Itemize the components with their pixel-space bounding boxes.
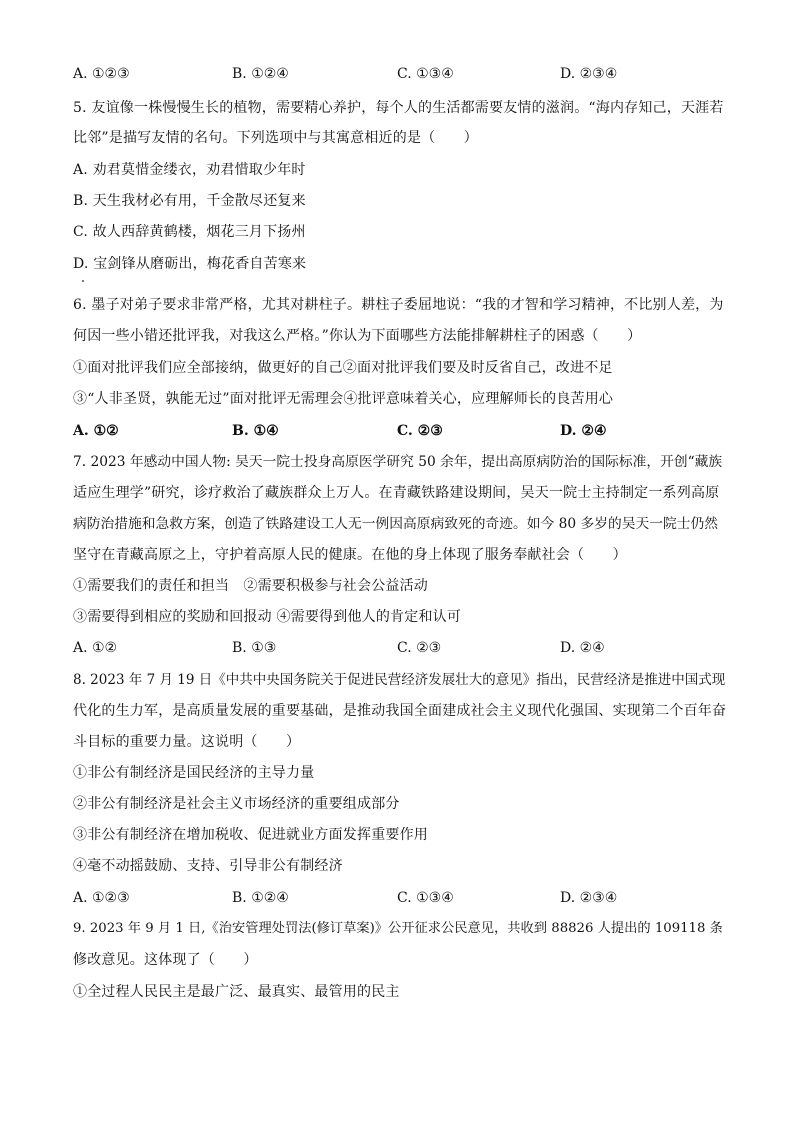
q6-stem-line: 6. 墨子对弟子要求非常严格，尤其对耕柱子。耕柱子委屈地说：“我的才智和学习精神，不比别人差，为 — [73, 297, 724, 313]
q9-stem-line: 修改意见。这体现了（ ） — [73, 952, 258, 968]
option-a[interactable]: A. ①②③ — [73, 66, 130, 82]
option-c[interactable]: C. ②③ — [397, 640, 442, 656]
q6-statement: ③“人非圣贤，孰能无过”面对批评无需理会④批评意味着关心，应理解师长的良苦用心 — [73, 391, 614, 407]
q6-options — [73, 421, 725, 441]
q5-option-d[interactable]: D. 宝剑锋从磨砺出，梅花香自苦寒来 — [73, 256, 307, 272]
option-b[interactable]: B. ①④ — [232, 423, 279, 439]
q6-stem-line: 何因一些小错还批评我，对我这么严格。”你认为下面哪些方法能排解耕柱子的困惑（ ） — [73, 328, 642, 344]
q7-stem-line: 坚守在青藏高原之上，守护着高原人民的健康。在他的身上体现了服务奉献社会（ ） — [73, 547, 627, 563]
option-d[interactable]: D. ②④ — [560, 640, 605, 656]
q5-option-a[interactable]: A. 劝君莫惜金缕衣，劝君惜取少年时 — [73, 162, 306, 178]
option-d[interactable]: D. ②④ — [560, 423, 607, 439]
q5-stem-line: 比邻”是描写友情的名句。下列选项中与其寓意相近的是（ ） — [73, 130, 478, 146]
q9-stem-line: 9. 2023 年 9 月 1 日,《治安管理处罚法(修订草案)》公开征求公民意见，共收到 88826 人提出的 109118 条 — [73, 921, 723, 936]
q7-stem-line: 7. 2023 年感动中国人物: 吴天一院士投身高原医学研究 50 余年，提出高原病防治的国际标准，开创“藏族 — [73, 454, 723, 470]
q8-statement: ③非公有制经济在增加税收、促进就业方面发挥重要作用 — [73, 827, 428, 843]
q7-statement: ③需要得到相应的奖励和回报动 ④需要得到他人的肯定和认可 — [73, 609, 462, 625]
q8-statement: ②非公有制经济是社会主义市场经济的重要组成部分 — [73, 796, 400, 812]
option-c[interactable]: C. ①③④ — [397, 66, 454, 82]
q7-statement: ①需要我们的责任和担当 ②需要积极参与社会公益活动 — [73, 578, 428, 594]
q8-stem-line: 代化的生力军，是高质量发展的重要基础，是推动我国全面建成社会主义现代化强国、实现第二个百年奋 — [73, 703, 727, 719]
q7-options — [73, 638, 725, 658]
q8-stem-line: 8. 2023 年 7 月 19 日《中共中央国务院关于促进民营经济发展壮大的意见》指出，民营经济是推进中国式现 — [73, 672, 726, 688]
option-b[interactable]: B. ①③ — [232, 640, 277, 656]
option-a[interactable]: A. ①②③ — [73, 890, 130, 906]
option-b[interactable]: B. ①②④ — [232, 66, 289, 82]
q8-statement: ①非公有制经济是国民经济的主导力量 — [73, 765, 315, 781]
option-b[interactable]: B. ①②④ — [232, 890, 289, 906]
q5-option-c[interactable]: C. 故人西辞黄鹤楼，烟花三月下扬州 — [73, 224, 306, 240]
q7-stem-line: 病防治措施和急救方案，创造了铁路建设工人无一例因高原病致死的奇迹。如今 80 多岁的吴天一院士仍然 — [73, 516, 718, 532]
option-a[interactable]: A. ①② — [73, 640, 118, 656]
q8-options — [73, 888, 725, 908]
q8-stem-line: 斗目标的重要力量。这说明（ ） — [73, 734, 301, 750]
option-c[interactable]: C. ①③④ — [397, 890, 454, 906]
q5-stem-line: 5. 友谊像一株慢慢生长的植物，需要精心养护，每个人的生活都需要友情的滋润。“海内存知己，天涯若 — [73, 100, 724, 116]
q4-options — [73, 64, 725, 84]
q5-option-b[interactable]: B. 天生我材必有用，千金散尽还复来 — [73, 193, 306, 209]
scan-dot — [82, 280, 84, 282]
q9-statement: ①全过程人民民主是最广泛、最真实、最管用的民主 — [73, 984, 400, 1000]
q6-statement: ①面对批评我们应全部接纳，做更好的自己②面对批评我们要及时反省自己，改进不足 — [73, 360, 613, 376]
option-c[interactable]: C. ②③ — [397, 423, 443, 439]
option-a[interactable]: A. ①② — [73, 423, 119, 439]
option-d[interactable]: D. ②③④ — [560, 66, 618, 82]
option-d[interactable]: D. ②③④ — [560, 890, 618, 906]
q8-statement: ④毫不动摇鼓励、支持、引导非公有制经济 — [73, 858, 343, 874]
q7-stem-line: 适应生理学”研究，诊疗救治了藏族群众上万人。在青藏铁路建设期间，吴天一院士主持制定一系列高原 — [73, 485, 720, 501]
